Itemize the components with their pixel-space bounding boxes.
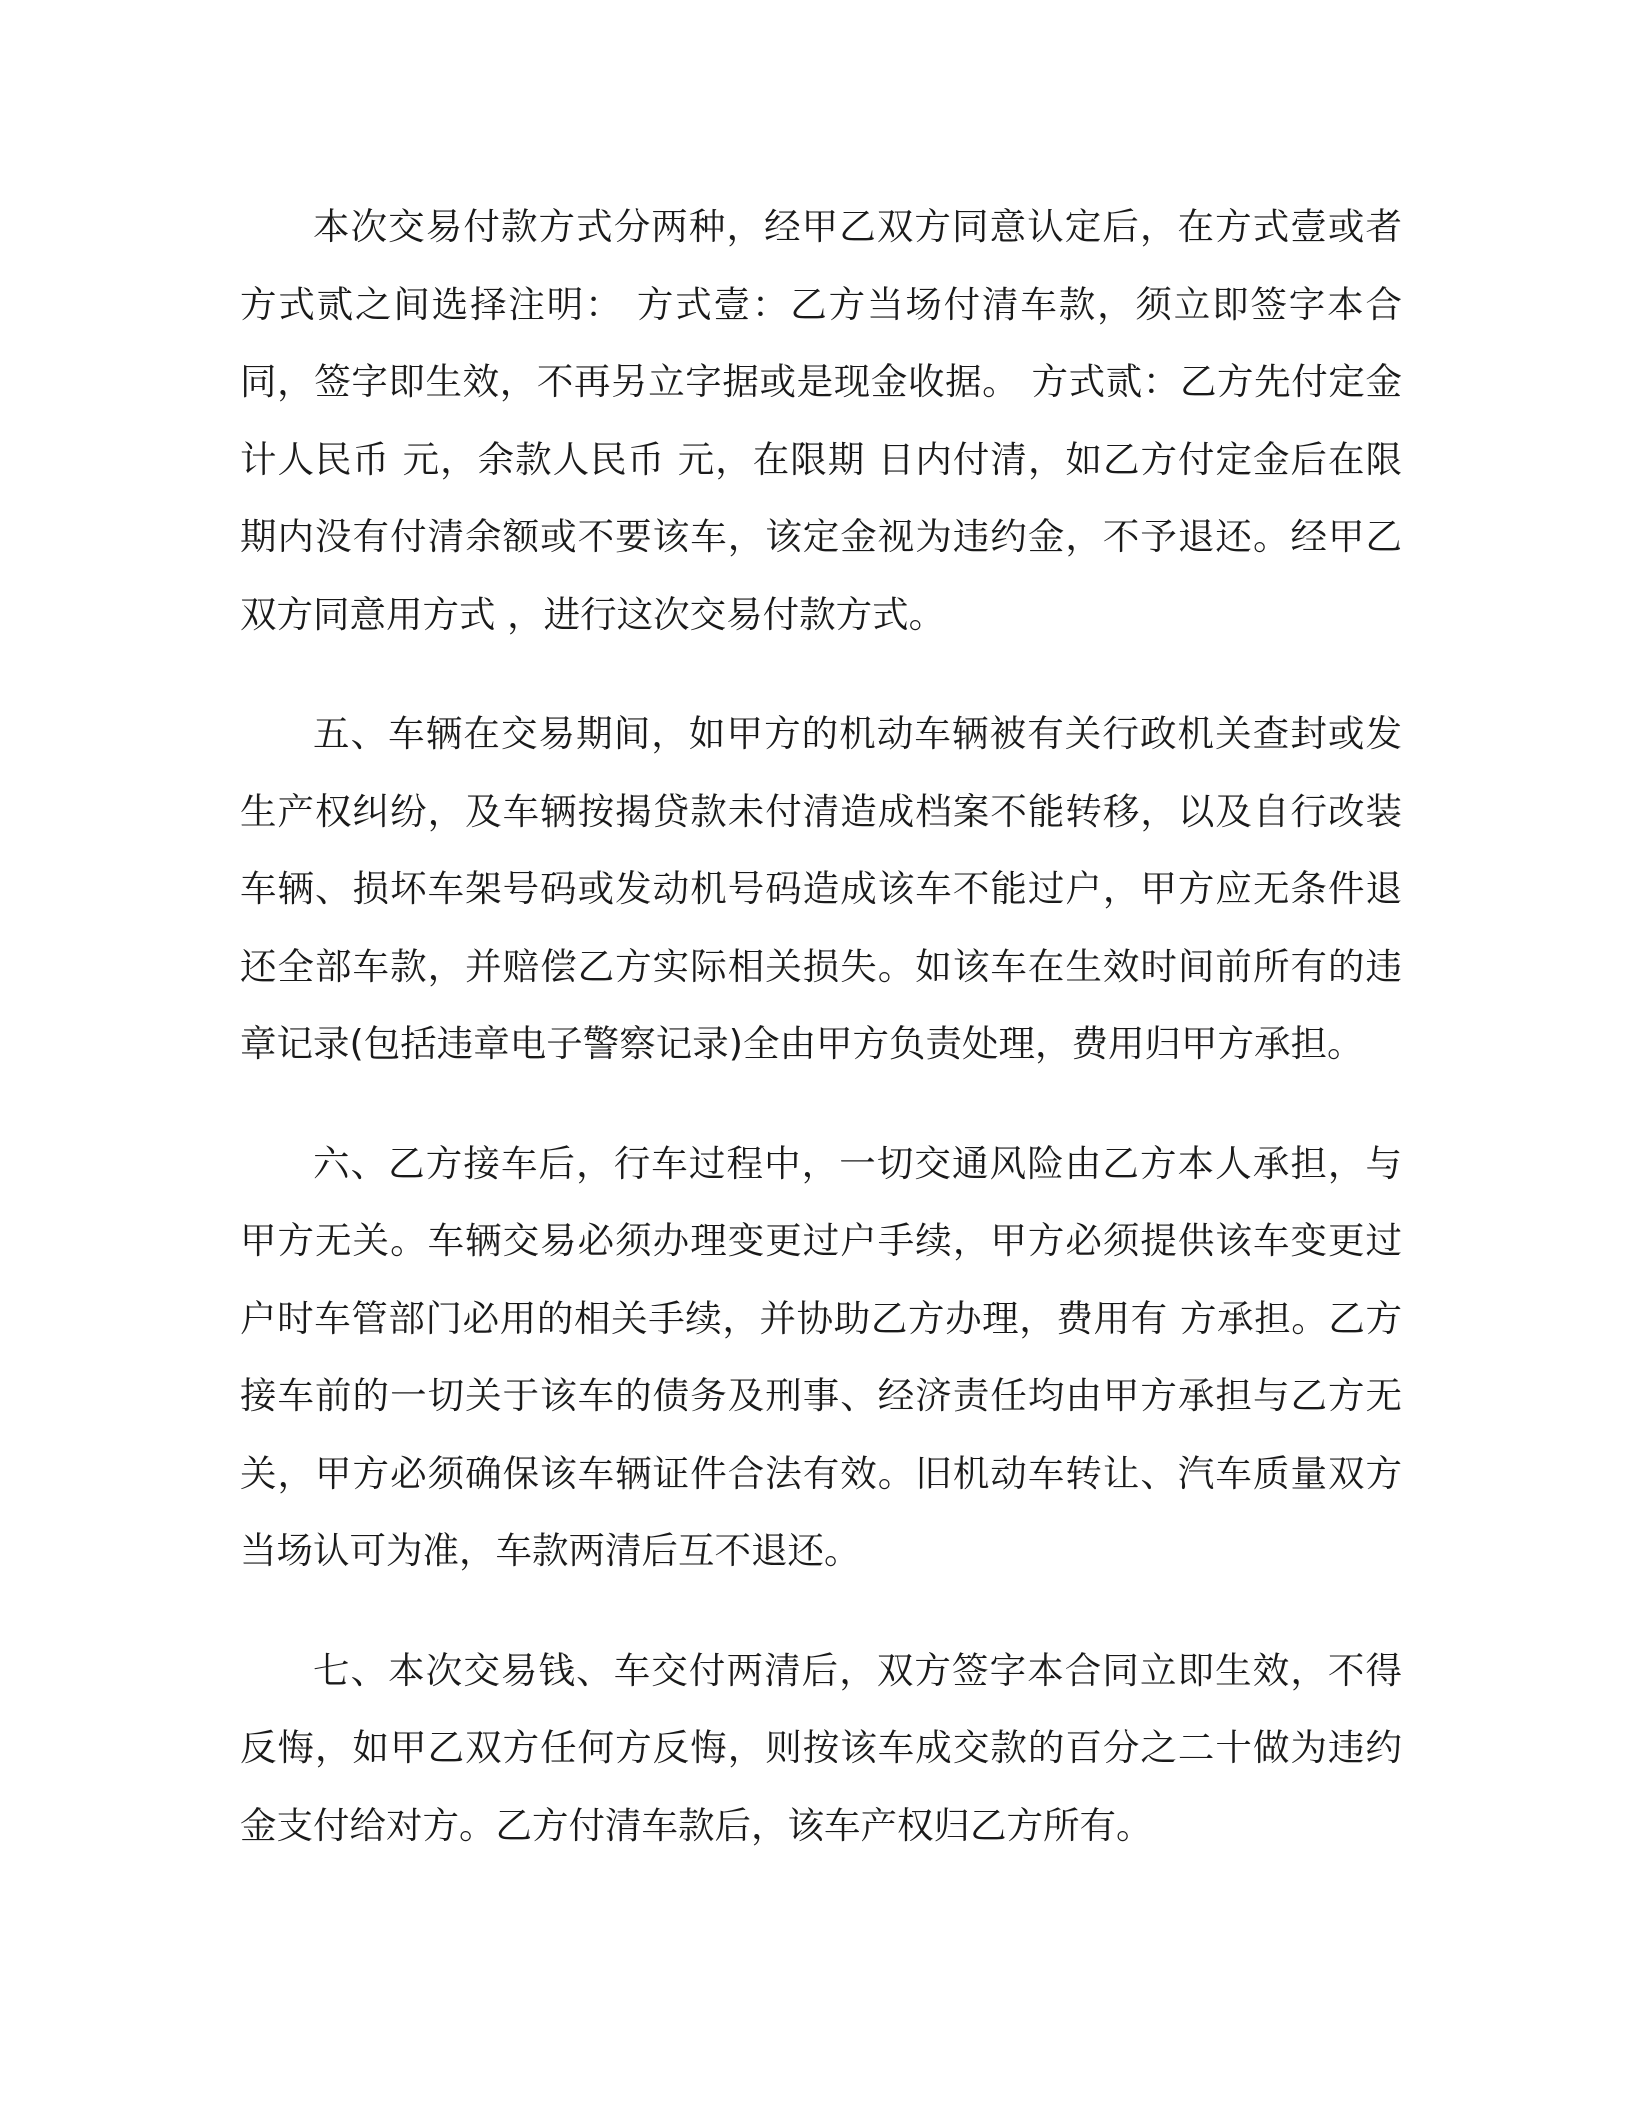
paragraph-clause-seven: 七、本次交易钱、车交付两清后，双方签字本合同立即生效，不得反悔，如甲乙双方任何方反悔，则按该车成交款的百分之二十做为违约金支付给对方。乙方付清车款后，该车产权归乙方所有。: [240, 1648, 1402, 1847]
contract-body: [240, 188, 1402, 1864]
paragraph-clause-five: 五、车辆在交易期间，如甲方的机动车辆被有关行政机关查封或发生产权纠纷，及车辆按揭贷款未付清造成档案不能转移，以及自行改装车辆、损坏车架号码或发动机号码造成该车不能过户，甲方应无条件退还全部车款，并赔偿乙方实际相关损失。如该车在生效时间前所有的违章记录(包括违章电子警察记录)全由甲方负责处理，费用归甲方承担。: [240, 712, 1402, 1065]
paragraph-clause-six: 六、乙方接车后，行车过程中，一切交通风险由乙方本人承担，与甲方无关。车辆交易必须办理变更过户手续，甲方必须提供该车变更过户时车管部门必用的相关手续，并协助乙方办理，费用有 方承担。乙方接车前的一切关于该车的债务及刑事、经济责任均由甲方承担与乙方无关，甲方必须确保该车辆证件合法有效。旧机动车转让、汽车质量双方当场认可为准，车款两清后互不退还。: [240, 1141, 1402, 1572]
paragraph-payment-methods: 本次交易付款方式分两种，经甲乙双方同意认定后，在方式壹或者方式贰之间选择注明： 方式壹：乙方当场付清车款，须立即签字本合同，签字即生效，不再另立字据或是现金收据。 方式贰：乙方先付定金计人民币 元，余款人民币 元，在限期 日内付清，如乙方付定金后在限期内没有付清余额或不要该车，该定金视为违约金，不予退还。经甲乙双方同意用方式 ，进行这次交易付款方式。: [240, 205, 1402, 636]
